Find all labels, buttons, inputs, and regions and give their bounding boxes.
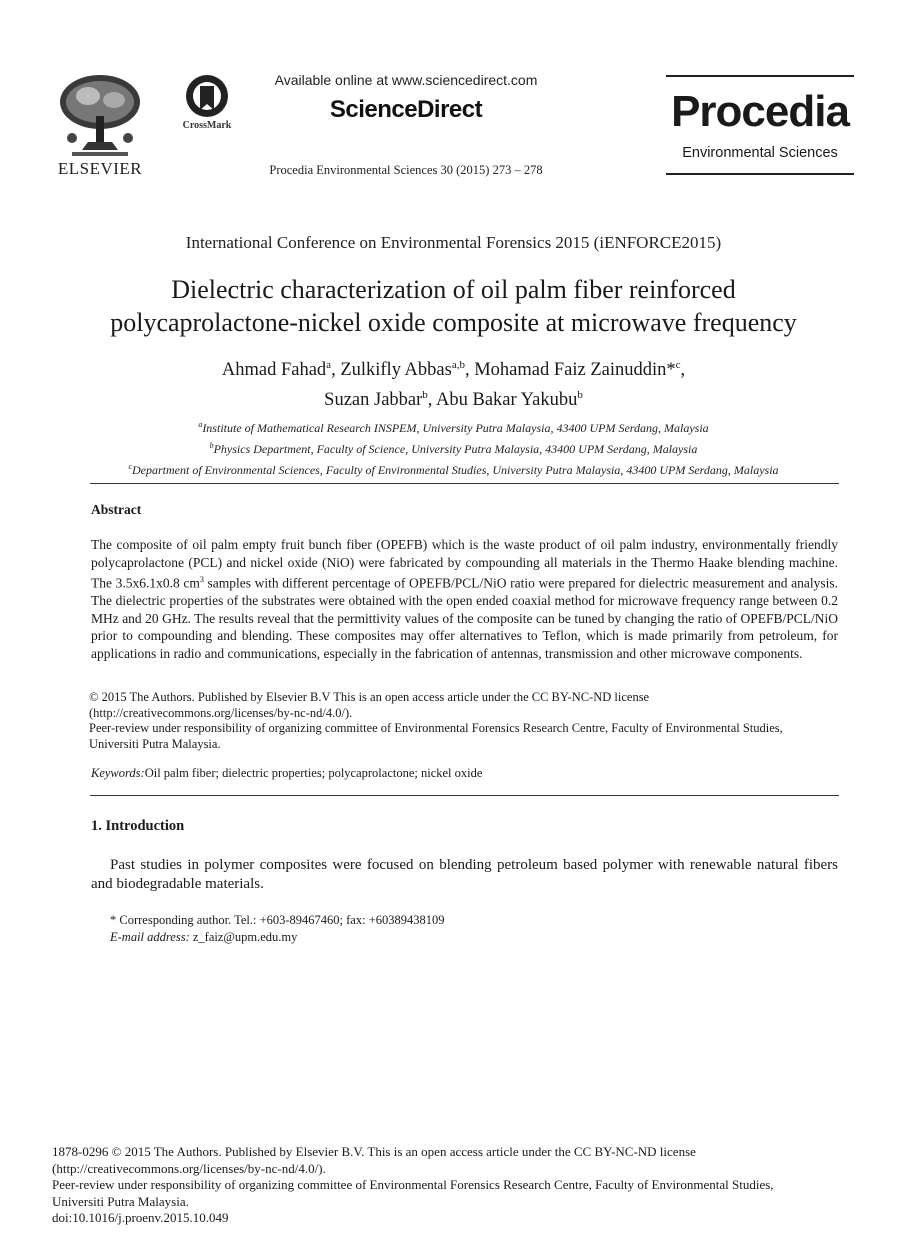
abstract-text <box>91 536 838 662</box>
author-affil-marker: a <box>326 359 332 371</box>
elsevier-tree-icon <box>52 72 148 158</box>
author-name: Mohamad Faiz Zainuddin* <box>474 360 676 381</box>
license-line: Peer-review under responsibility of organizing committee of Environmental Forensics Research Centre, Faculty of Environmental Studies, <box>89 721 783 735</box>
author-name: Suzan Jabbar <box>324 390 423 411</box>
crossmark-label: CrossMark <box>182 120 232 131</box>
footer-line: Universiti Putra Malaysia. <box>52 1193 189 1209</box>
author-affil-marker: a,b <box>451 359 465 371</box>
affiliations <box>60 416 847 479</box>
author-list <box>60 353 847 413</box>
footer-line: Peer-review under responsibility of organizing committee of Environmental Forensics Research Centre, Faculty of Environmental Studies, <box>52 1177 774 1192</box>
journal-citation: Procedia Environmental Sciences 30 (2015) 273 – 278 <box>269 163 543 177</box>
conference-name: International Conference on Environmental Forensics 2015 (iENFORCE2015) <box>185 233 722 252</box>
footnote-contact: * Corresponding author. Tel.: +603-89467460; fax: +60389438109 <box>110 913 445 927</box>
section-heading: 1. Introduction <box>91 818 185 834</box>
paper-title <box>60 273 847 339</box>
abstract-heading: Abstract <box>91 502 142 517</box>
affiliation-item <box>60 416 847 437</box>
author-line: Suzan Jabbar$^b$, Abu Bakar Yakubu$^b$ <box>324 389 583 411</box>
abstract-text-part: The composite of oil palm empty fruit bunch fiber (OPEFB) which is the waste product of oil palm industry, environmentally friendly polycaprolactone (PCL) and nickel oxide (NiO) were fabricated by compounding all materials in the Thermo Haake blending machine. The 3.5x6.1x0.8 cm <box>91 537 838 591</box>
affiliation-item <box>60 437 847 458</box>
divider <box>90 795 839 796</box>
author-name: Ahmad Fahad <box>221 360 327 381</box>
author-name: Abu Bakar Yakubu <box>436 390 578 411</box>
footer-license-link[interactable]: (http://creativecommons.org/licenses/by-nc-nd/4.0/). <box>52 1160 326 1176</box>
sciencedirect-logo: ScienceDirect <box>329 96 483 123</box>
title-line: Dielectric characterization of oil palm fiber reinforced <box>171 275 736 304</box>
affiliation-item <box>60 458 847 479</box>
affiliation-text: Physics Department, Faculty of Science, University Putra Malaysia, 43400 UPM Serdang, Malaysia <box>213 442 698 456</box>
affiliation-marker: c <box>128 462 132 471</box>
procedia-journal-logo <box>666 75 854 175</box>
email-label: E-mail address: <box>110 930 190 944</box>
available-online-link[interactable]: Available online at www.sciencedirect.com <box>274 72 538 88</box>
keywords-text: Oil palm fiber; dielectric properties; polycaprolactone; nickel oxide <box>144 766 483 780</box>
footer-line: 1878-0296 © 2015 The Authors. Published by Elsevier B.V. This is an open access article under the CC BY-NC-ND license <box>52 1144 696 1159</box>
author-affil-marker: c <box>675 359 681 371</box>
logo-top-rule <box>666 75 854 77</box>
license-statement <box>89 690 838 752</box>
procedia-wordmark: Procedia <box>671 87 849 136</box>
affiliation-marker: a <box>198 420 203 429</box>
author-name: Zulkifly Abbas <box>340 360 452 381</box>
procedia-subtitle: Environmental Sciences <box>682 145 838 161</box>
crossmark-badge[interactable] <box>176 74 238 134</box>
affiliation-marker: b <box>209 441 214 450</box>
title-line: polycaprolactone-nickel oxide composite at microwave frequency <box>110 308 797 337</box>
page-footer <box>52 1144 842 1227</box>
keywords-label: Keywords: <box>91 766 145 780</box>
intro-paragraph: Past studies in polymer composites were focused on blending petroleum based polymer with renewable natural fibers and biodegradable materials. <box>91 857 838 892</box>
keywords <box>91 766 838 781</box>
author-affil-marker: b <box>577 389 583 402</box>
doi-link[interactable]: doi:10.1016/j.proenv.2015.10.049 <box>52 1210 229 1225</box>
author-line: Ahmad Fahad$^a$, Zulkifly Abbas$^{a,b}$, Mohamad Faiz Zainuddin*$^c$, <box>221 359 686 381</box>
divider <box>90 483 839 484</box>
license-line: © 2015 The Authors. Published by Elsevier B.V This is an open access article under the CC BY-NC-ND license <box>89 690 650 704</box>
author-affil-marker: b <box>422 389 428 402</box>
footnote-email-line <box>110 929 710 946</box>
license-line: Universiti Putra Malaysia. <box>89 736 221 751</box>
crossmark-icon <box>176 74 238 120</box>
logo-bottom-rule <box>666 173 854 175</box>
superscript: 3 <box>199 575 204 584</box>
elsevier-wordmark: ELSEVIER <box>57 159 143 178</box>
abstract-text-part: samples with different percentage of OPEFB/PCL/NiO ratio were prepared for dielectric measurement and analysis. The dielectric properties of the substrates were obtained with the open ended coaxial method for microwave frequency range between 0.2 MHz and 20 GHz. The results reveal that the permittivity values of the composite can be tuned by changing the ratio of OPEFB/PCL/NiO prior to compounding and blending. These composites may offer alternatives to Teflon, which is made primarily from petroleum, for applications in radio and communications, especially in the fabrication of antennas, transmission and other microwave components. <box>91 575 839 661</box>
license-link[interactable]: (http://creativecommons.org/licenses/by-nc-nd/4.0/). <box>89 705 353 720</box>
elsevier-logo <box>52 72 148 178</box>
affiliation-text: Institute of Mathematical Research INSPEM, University Putra Malaysia, 43400 UPM Serdang, Malaysia <box>202 421 709 435</box>
affiliation-text: Department of Environmental Sciences, Faculty of Environmental Studies, University Putra Malaysia, 43400 UPM Serdang, Malaysia <box>132 463 779 477</box>
email-address[interactable]: z_faiz@upm.edu.my <box>192 930 298 944</box>
corresponding-author-footnote <box>110 912 710 946</box>
